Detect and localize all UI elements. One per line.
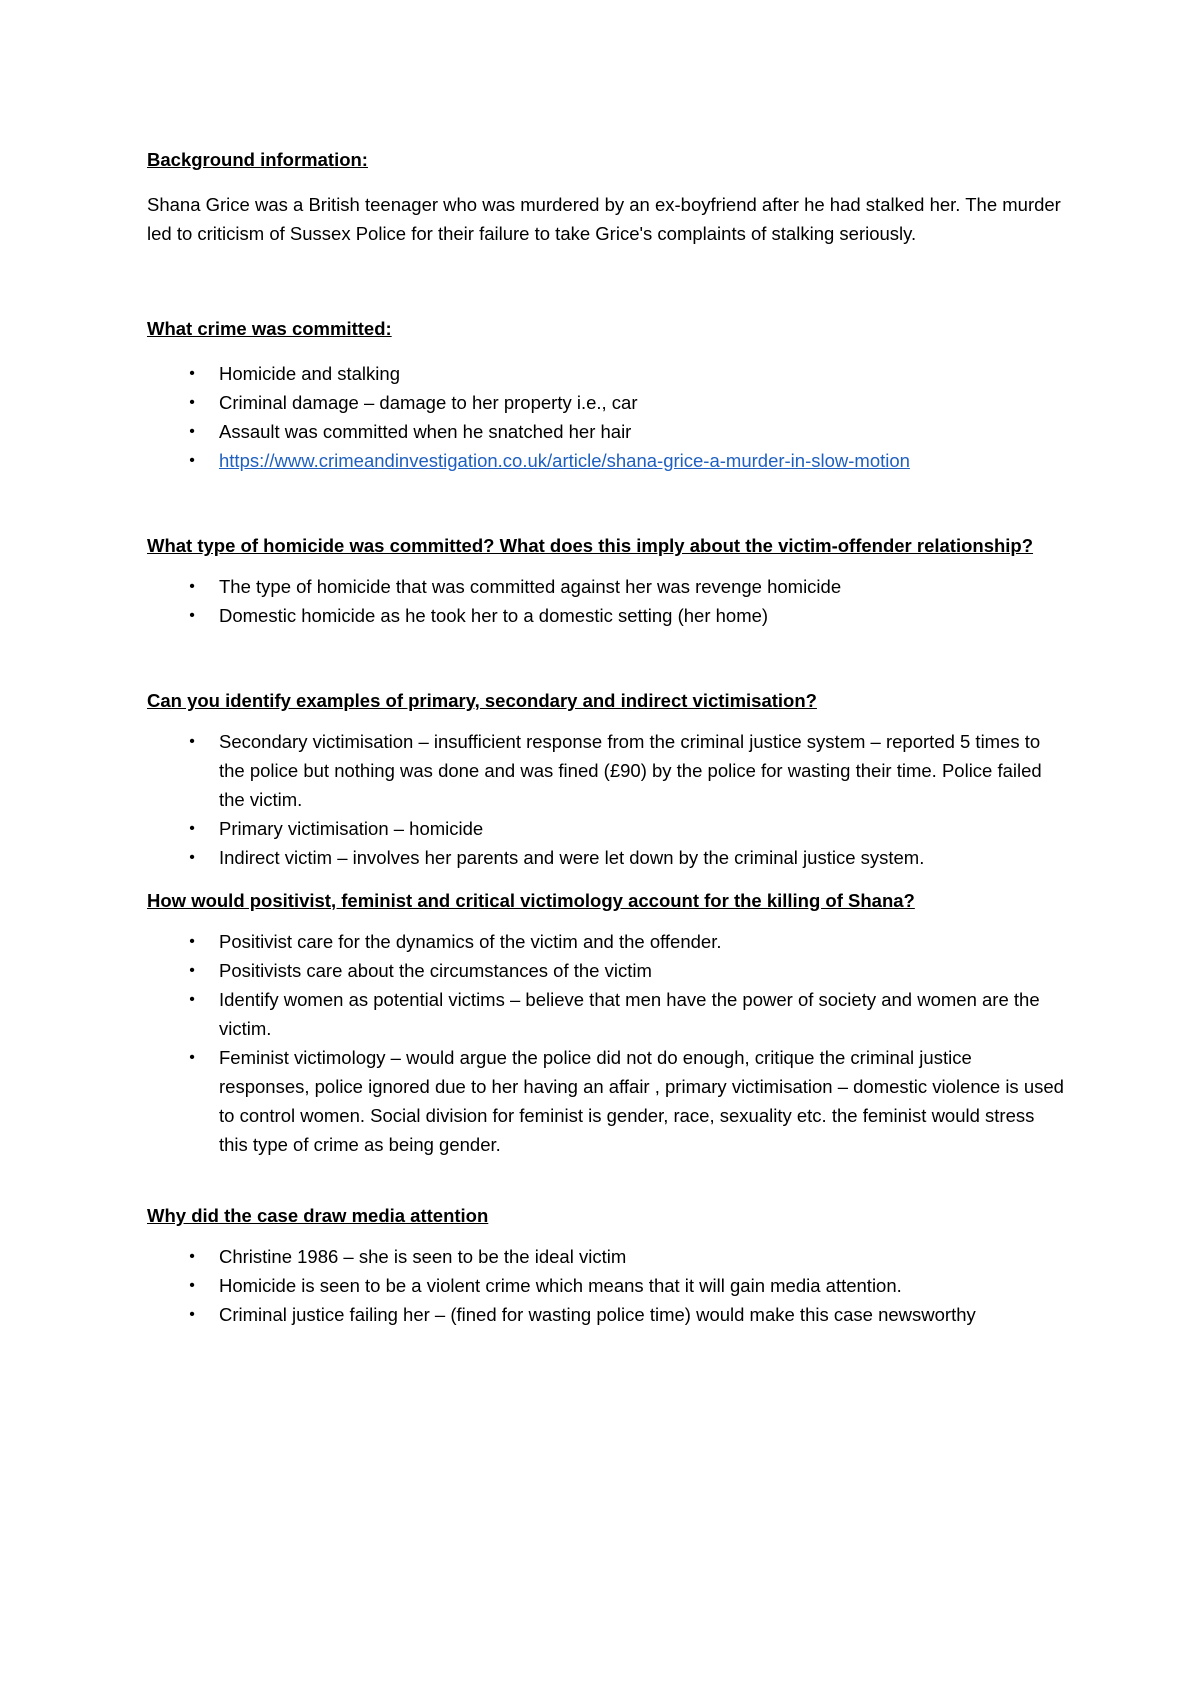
- bullet-icon: •: [189, 394, 195, 411]
- list-item: [147, 927, 1067, 956]
- bullet-icon: •: [189, 1049, 195, 1066]
- bullet-icon: •: [189, 607, 195, 624]
- list-item-text: Christine 1986 – she is seen to be the ideal victim: [219, 1246, 627, 1267]
- list-item: [147, 359, 1067, 388]
- bullet-icon: •: [189, 423, 195, 440]
- article-link[interactable]: https://www.crimeandinvestigation.co.uk/article/shana-grice-a-murder-in-slow-motion: [219, 450, 910, 471]
- list-item-text: Criminal damage – damage to her property i.e., car: [219, 392, 638, 413]
- list-item-text: The type of homicide that was committed against her was revenge homicide: [219, 576, 842, 597]
- heading-crime: What crime was committed:: [147, 318, 392, 339]
- list-item: [147, 1271, 1067, 1300]
- bullet-icon: •: [189, 849, 195, 866]
- list-item-text: Criminal justice failing her – (fined for wasting police time) would make this case newsworthy: [219, 1304, 976, 1325]
- victimisation-list: [147, 727, 1067, 872]
- bullet-icon: •: [189, 578, 195, 595]
- media-list: [147, 1242, 1067, 1329]
- list-item: [147, 956, 1067, 985]
- list-item-text: Homicide and stalking: [219, 363, 400, 384]
- list-item: [147, 446, 1067, 475]
- theories-list: [147, 927, 1067, 1159]
- heading-homicide-type: What type of homicide was committed? What does this imply about the victim-offender relationship?: [147, 535, 1034, 556]
- heading-media: Why did the case draw media attention: [147, 1205, 489, 1226]
- list-item: [147, 1300, 1067, 1329]
- list-item: [147, 572, 1067, 601]
- list-item: [147, 727, 1067, 814]
- list-item-text: Identify women as potential victims – believe that men have the power of society and women are the victim.: [219, 989, 1040, 1039]
- bullet-icon: •: [189, 452, 195, 469]
- background-paragraph: Shana Grice was a British teenager who was murdered by an ex-boyfriend after he had stalked her. The murder led to criticism of Sussex Police for their failure to take Grice's complaints of stalking seriously.: [147, 194, 1061, 244]
- crime-list: [147, 359, 1067, 475]
- heading-background: Background information:: [147, 149, 368, 170]
- list-item-text: Primary victimisation – homicide: [219, 818, 484, 839]
- list-item-text: Indirect victim – involves her parents and were let down by the criminal justice system.: [219, 847, 925, 868]
- bullet-icon: •: [189, 733, 195, 750]
- bullet-icon: •: [189, 962, 195, 979]
- bullet-icon: •: [189, 933, 195, 950]
- list-item-text: Feminist victimology – would argue the police did not do enough, critique the criminal justice responses, police ignored due to her having an affair , primary victimisation – domestic violence is used to control women. Social division for feminist is gender, race, sexuality etc. the feminist would stress this type of crime as being gender.: [219, 1047, 1064, 1155]
- list-item-text: Assault was committed when he snatched her hair: [219, 421, 632, 442]
- list-item: [147, 985, 1067, 1043]
- list-item-text: Domestic homicide as he took her to a domestic setting (her home): [219, 605, 769, 626]
- document-content: [147, 145, 1067, 1329]
- bullet-icon: •: [189, 365, 195, 382]
- list-item: [147, 1043, 1067, 1159]
- list-item-text: Homicide is seen to be a violent crime which means that it will gain media attention.: [219, 1275, 902, 1296]
- heading-victimisation: Can you identify examples of primary, secondary and indirect victimisation?: [147, 690, 817, 711]
- bullet-icon: •: [189, 991, 195, 1008]
- list-item: [147, 843, 1067, 872]
- list-item-text: Positivists care about the circumstances of the victim: [219, 960, 652, 981]
- list-item: [147, 1242, 1067, 1271]
- bullet-icon: •: [189, 820, 195, 837]
- list-item: [147, 814, 1067, 843]
- heading-theories: How would positivist, feminist and critical victimology account for the killing of Shana?: [147, 890, 915, 911]
- list-item: [147, 417, 1067, 446]
- homicide-type-list: [147, 572, 1067, 630]
- bullet-icon: •: [189, 1248, 195, 1265]
- bullet-icon: •: [189, 1306, 195, 1323]
- list-item: [147, 601, 1067, 630]
- list-item: [147, 388, 1067, 417]
- bullet-icon: •: [189, 1277, 195, 1294]
- list-item-text: Secondary victimisation – insufficient response from the criminal justice system – reported 5 times to the police but nothing was done and was fined (£90) by the police for wasting their time. Police failed the victim.: [219, 731, 1042, 810]
- list-item-text: Positivist care for the dynamics of the victim and the offender.: [219, 931, 722, 952]
